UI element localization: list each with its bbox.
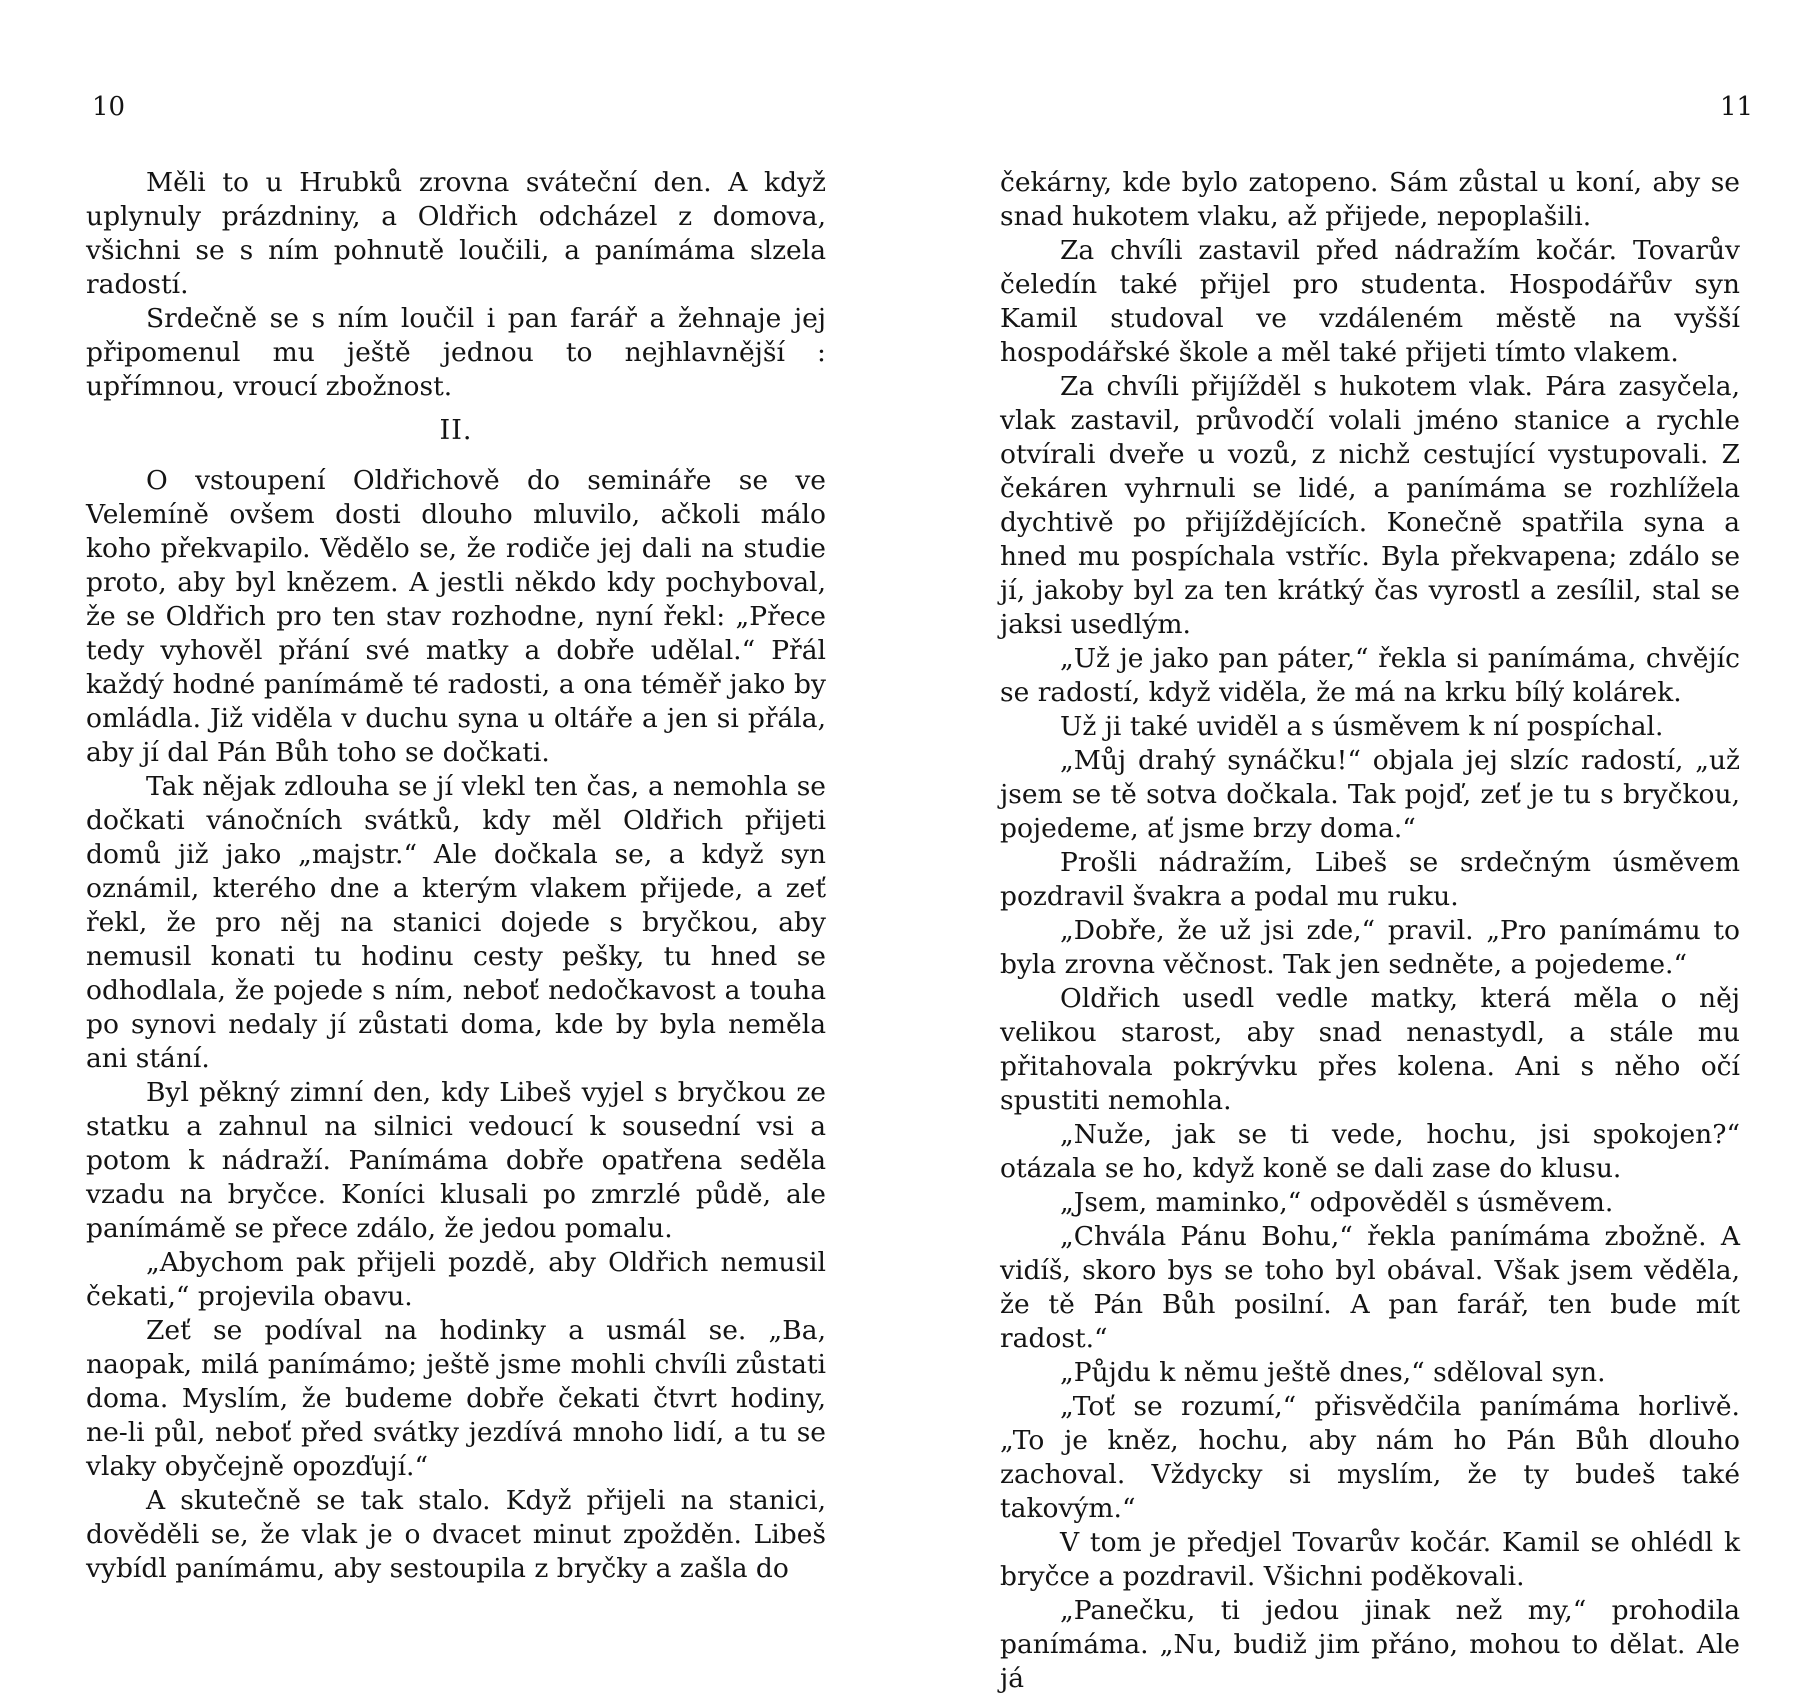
paragraph: Zeť se podíval na hodinky a usmál se. „Ba, naopak, milá panímámo; ještě jsme mohli chvíli zůstati doma. Myslím, že budeme dobře čekati čtvrt hodiny, ne-li půl, neboť před svátky jezdívá mnoho lidí, a tu se vlaky obyčejně opozďují.“ bbox=[86, 1315, 826, 1482]
paragraph: V tom je předjel Tovarův kočár. Kamil se ohlédl k bryčce a pozdravil. Všichni poděkovali. bbox=[1000, 1527, 1740, 1592]
paragraph: „Chvála Pánu Bohu,“ řekla panímáma zbožně. A vidíš, skoro bys se toho byl obával. Však jsem věděla, že tě Pán Bůh posilní. A pan farář, ten bude mít radost.“ bbox=[1000, 1221, 1740, 1354]
paragraph: „Dobře, že už jsi zde,“ pravil. „Pro panímámu to byla zrovna věčnost. Tak jen sedněte, a pojedeme.“ bbox=[1000, 915, 1740, 980]
paragraph: Za chvíli zastavil před nádražím kočár. Tovarův čeledín také přijel pro studenta. Hospodářův syn Kamil studoval ve vzdáleném městě na vyšší hospodářské škole a měl také přijeti tímto vlakem. bbox=[1000, 235, 1740, 368]
right-page-number: 11 bbox=[1720, 92, 1754, 122]
paragraph: A skutečně se tak stalo. Když přijeli na stanici, dověděli se, že vlak je o dvacet minut zpožděn. Libeš vybídl panímámu, aby sestoupila z bryčky a zašla do bbox=[86, 1485, 826, 1584]
paragraph: „Půjdu k němu ještě dnes,“ sděloval syn. bbox=[1060, 1357, 1606, 1388]
paragraph: „Nuže, jak se ti vede, hochu, jsi spokojen?“ otázala se ho, když koně se dali zase do klusu. bbox=[1000, 1119, 1740, 1184]
paragraph: „Abychom pak přijeli pozdě, aby Oldřich nemusil čekati,“ projevila obavu. bbox=[86, 1247, 826, 1312]
paragraph: „Panečku, ti jedou jinak než my,“ prohodila panímáma. „Nu, budiž jim přáno, mohou to dělat. Ale já bbox=[1000, 1595, 1740, 1694]
paragraph: „Můj drahý synáčku!“ objala jej slzíc radostí, „už jsem se tě sotva dočkala. Tak pojď, zeť je tu s bryčkou, pojedeme, ať jsme brzy doma.“ bbox=[1000, 745, 1740, 844]
paragraph: Za chvíli přijížděl s hukotem vlak. Pára zasyčela, vlak zastavil, průvodčí volali jméno stanice a rychle otvírali dveře u vozů, z nichž cestující vystupovali. Z čekáren vyhrnuli se lidé, a panímáma se rozhlížela dychtivě po přijíždějících. Konečně spatřila syna a hned mu pospíchala vstříc. Byla překvapena; zdálo se jí, jakoby byl za ten krátký čas vyrostl a zesílil, stal se jaksi usedlým. bbox=[1000, 371, 1740, 640]
paragraph: Srdečně se s ním loučil i pan farář a žehnaje jej připomenul mu ještě jednou to nejhlavnější : upřímnou, vroucí zbožnost. bbox=[86, 303, 826, 402]
paragraph: „Už je jako pan páter,“ řekla si panímáma, chvějíc se radostí, když viděla, že má na krku bílý kolárek. bbox=[1000, 643, 1740, 708]
left-page-text bbox=[86, 166, 826, 1586]
continued-paragraph: čekárny, kde bylo zatopeno. Sám zůstal u koní, aby se snad hukotem vlaku, až přijede, nepoplašili. bbox=[1000, 167, 1740, 232]
paragraph: Tak nějak zdlouha se jí vlekl ten čas, a nemohla se dočkati vánočních svátků, kdy měl Oldřich přijeti domů již jako „majstr.“ Ale dočkala se, a když syn oznámil, kterého dne a kterým vlakem přijede, a zeť řekl, že pro něj na stanici dojede s bryčkou, aby nemusil konati tu hodinu cesty pešky, tu hned se odhodlala, že pojede s ním, neboť nedočkavost a touha po synovi nedaly jí zůstati doma, kde by byla neměla ani stání. bbox=[86, 771, 826, 1074]
paragraph: Prošli nádražím, Libeš se srdečným úsměvem pozdravil švakra a podal mu ruku. bbox=[1000, 847, 1740, 912]
paragraph: Byl pěkný zimní den, kdy Libeš vyjel s bryčkou ze statku a zahnul na silnici vedoucí k sousední vsi a potom k nádraží. Panímáma dobře opatřena seděla vzadu na bryčce. Koníci klusali po zmrzlé půdě, ale panímámě se přece zdálo, že jedou pomalu. bbox=[86, 1077, 826, 1244]
right-page-text bbox=[1000, 166, 1740, 1696]
paragraph: Oldřich usedl vedle matky, která měla o něj velikou starost, aby snad nenastydl, a stále mu přitahovala pokrývku přes kolena. Ani s něho očí spustiti nemohla. bbox=[1000, 983, 1740, 1116]
left-page-number: 10 bbox=[92, 92, 126, 122]
paragraph: Měli to u Hrubků zrovna sváteční den. A když uplynuly prázdniny, a Oldřich odcházel z domova, všichni se s ním pohnutě loučili, a panímáma slzela radostí. bbox=[86, 167, 826, 300]
paragraph: Už ji také uviděl a s úsměvem k ní pospíchal. bbox=[1060, 711, 1664, 742]
paragraph: „Jsem, maminko,“ odpověděl s úsměvem. bbox=[1060, 1187, 1614, 1218]
chapter-heading: II. bbox=[439, 415, 473, 446]
paragraph: O vstoupení Oldřichově do semináře se ve Velemíně ovšem dosti dlouho mluvilo, ačkoli málo koho překvapilo. Vědělo se, že rodiče jej dali na studie proto, aby byl knězem. A jestli někdo kdy pochyboval, že se Oldřich pro ten stav rozhodne, nyní řekl: „Přece tedy vyhověl přání své matky a dobře udělal.“ Přál každý hodné panímámě té radosti, a ona téměř jako by omládla. Již viděla v duchu syna u oltáře a jen si přála, aby jí dal Pán Bůh toho se dočkati. bbox=[86, 465, 826, 768]
paragraph: „Toť se rozumí,“ přisvědčila panímáma horlivě. „To je kněz, hochu, aby nám ho Pán Bůh dlouho zachoval. Vždycky si myslím, že ty budeš také takovým.“ bbox=[1000, 1391, 1740, 1524]
